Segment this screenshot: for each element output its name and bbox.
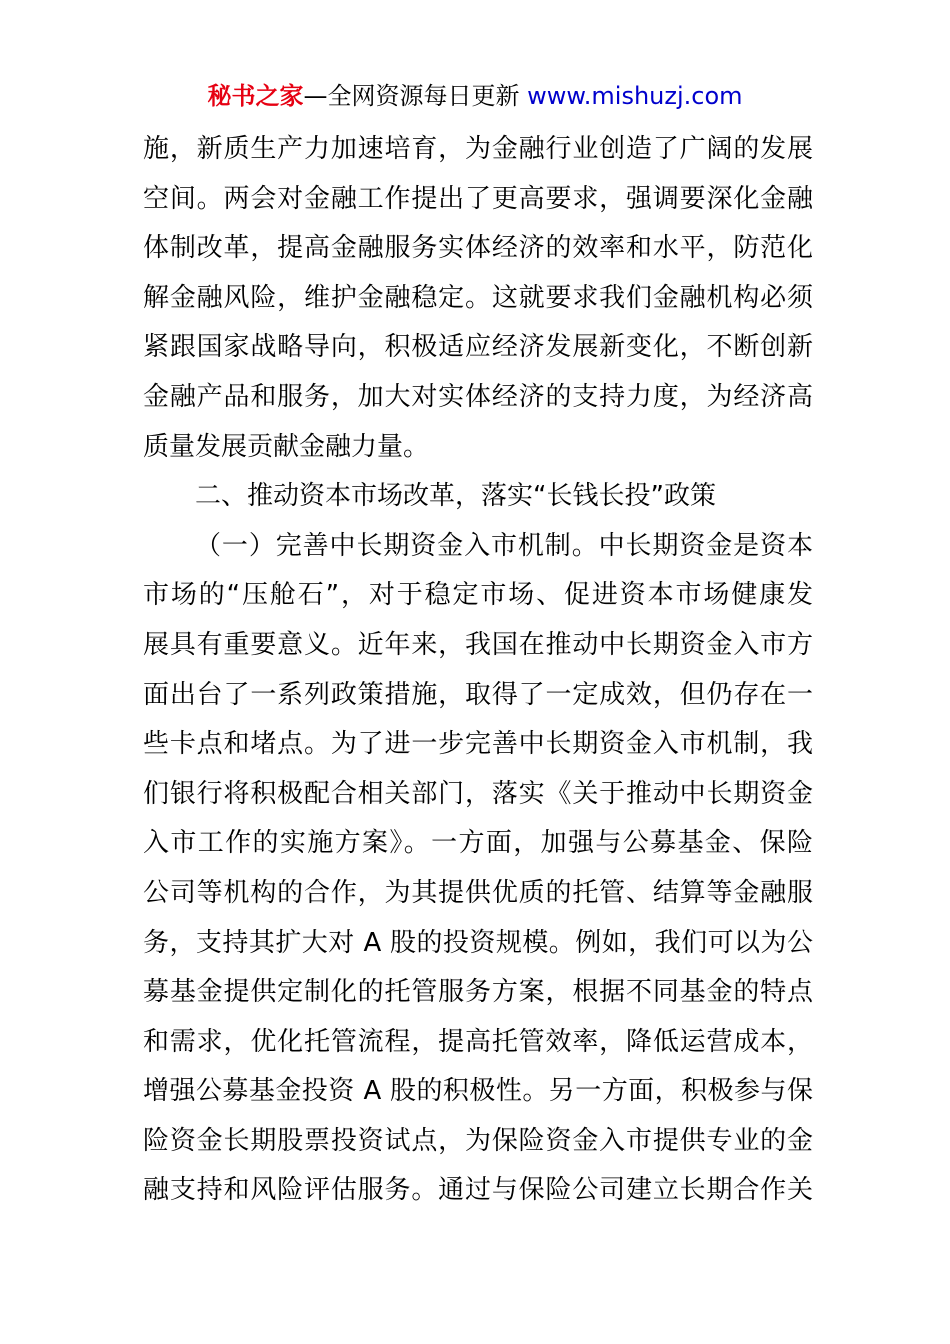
paragraph-line: 们银行将积极配合相关部门，落实《关于推动中长期资金 — [143, 778, 813, 809]
paragraph-line: 施，新质生产力加速培育，为金融行业创造了广阔的发展 — [143, 134, 813, 164]
paragraph-line: 些卡点和堵点。为了进一步完善中长期资金入市机制，我 — [143, 729, 813, 760]
paragraph-line: 空间。两会对金融工作提出了更高要求，强调要深化金融 — [143, 183, 813, 214]
section-heading: 二、推动资本市场改革，落实“长钱长投”政策 — [195, 481, 716, 512]
paragraph-line: 务，支持其扩大对 A 股的投资规模。例如，我们可以为公 — [143, 927, 813, 958]
header-url-link[interactable]: www.mishuzj.com — [527, 82, 743, 110]
paragraph-line: 体制改革，提高金融服务实体经济的效率和水平，防范化 — [143, 233, 813, 264]
paragraph-line: 解金融风险，维护金融稳定。这就要求我们金融机构必须 — [143, 282, 813, 313]
document-body — [143, 125, 813, 1216]
paragraph-line: 面出台了一系列政策措施，取得了一定成效，但仍存在一 — [143, 679, 813, 710]
paragraph-line: 增强公募基金投资 A 股的积极性。另一方面，积极参与保 — [143, 1076, 813, 1107]
paragraph-line: 展具有重要意义。近年来，我国在推动中长期资金入市方 — [143, 629, 813, 660]
paragraph-line: 融支持和风险评估服务。通过与保险公司建立长期合作关 — [143, 1175, 813, 1206]
paragraph-line: 和需求，优化托管流程，提高托管效率，降低运营成本， — [143, 1026, 813, 1057]
header-brand: 秘书之家 — [207, 82, 304, 110]
paragraph-line: 入市工作的实施方案》。一方面，加强与公募基金、保险 — [143, 828, 813, 859]
paragraph-line: 募基金提供定制化的托管服务方案，根据不同基金的特点 — [143, 977, 813, 1008]
paragraph-line: 紧跟国家战略导向，积极适应经济发展新变化，不断创新 — [143, 332, 813, 363]
paragraph-line: 险资金长期股票投资试点，为保险资金入市提供专业的金 — [143, 1125, 813, 1156]
paragraph-line: 质量发展贡献金融力量。 — [143, 431, 430, 462]
paragraph-line: 金融产品和服务，加大对实体经济的支持力度，为经济高 — [143, 381, 813, 412]
header-tagline: —全网资源每日更新 — [303, 82, 528, 110]
paragraph-line: 公司等机构的合作，为其提供优质的托管、结算等金融服 — [143, 877, 813, 908]
subsection-heading-line: （一）完善中长期资金入市机制。中长期资金是资本 — [195, 530, 813, 561]
page-header — [0, 78, 950, 114]
paragraph-line: 市场的“压舱石”，对于稳定市场、促进资本市场健康发 — [143, 580, 813, 611]
